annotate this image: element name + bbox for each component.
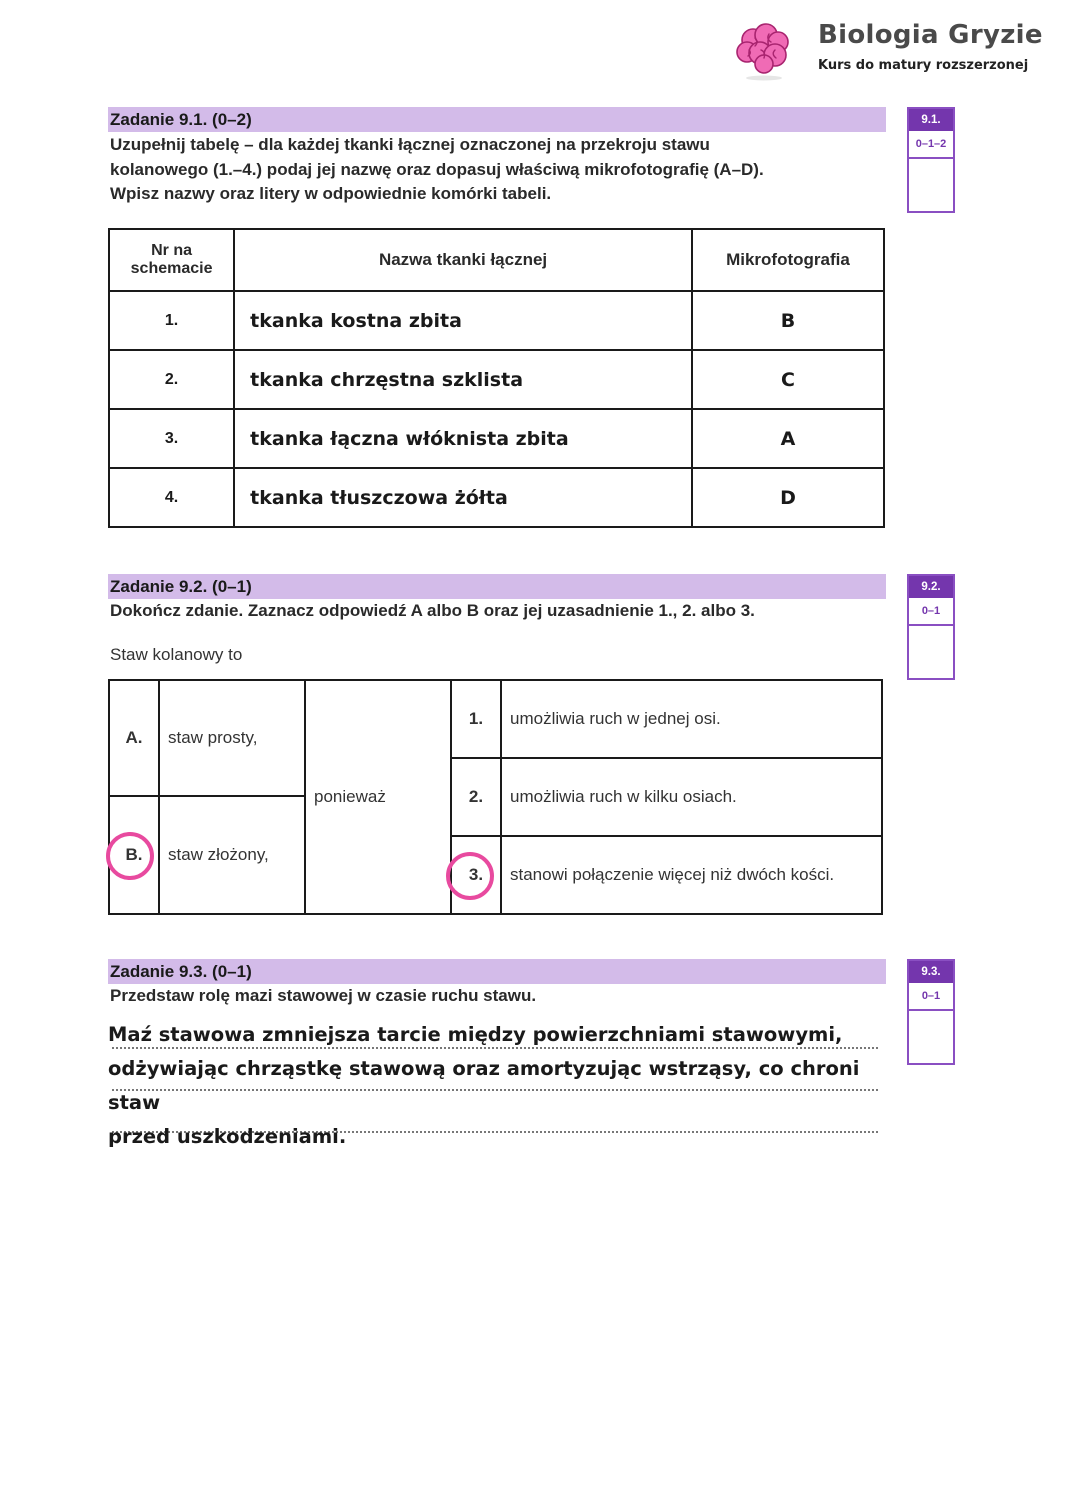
score-box-9-1 [907,107,955,213]
task-9-3-title: Zadanie 9.3. (0–1) [110,962,252,981]
instruction-line: Wpisz nazwy oraz litery w odpowiednie komórki tabeli. [110,184,552,203]
connector-text: ponieważ [305,680,451,914]
score-range: 0–1 [909,598,953,626]
brand-title: Biologia Gryzie [818,20,1043,50]
table-row [109,409,884,468]
selected-reason-circle [446,852,494,900]
score-range: 0–1 [909,983,953,1011]
header-nr-line: schemacie [130,260,213,277]
table-row [109,468,884,527]
score-field[interactable] [909,626,953,678]
reason-1-text[interactable]: umożliwia ruch w jednej osi. [501,680,882,758]
table-header-row [109,229,884,291]
option-b-text[interactable]: staw złożony, [159,796,305,914]
reason-3-text[interactable]: stanowi połączenie więcej niż dwóch kości. [501,836,882,914]
score-label: 9.1. [909,109,953,131]
option-a-text[interactable]: staw prosty, [159,680,305,796]
row-name-answer[interactable]: tkanka kostna zbita [234,291,692,350]
selected-option-circle [106,832,154,880]
option-b-letter[interactable]: B. [109,796,159,914]
row-photo-answer[interactable]: B [692,291,884,350]
score-box-9-3 [907,959,955,1065]
table-row [109,291,884,350]
score-label: 9.3. [909,961,953,983]
option-a-letter[interactable]: A. [109,680,159,796]
task-9-2-header [108,574,886,599]
task-9-2-instruction: Dokończ zdanie. Zaznacz odpowiedź A albo B oraz jej uzasadnienie 1., 2. albo 3. [110,601,755,620]
reason-2-text[interactable]: umożliwia ruch w kilku osiach. [501,758,882,836]
task-9-1-header [108,107,886,132]
score-field[interactable] [909,159,953,211]
task-9-2-title: Zadanie 9.2. (0–1) [110,577,252,596]
reason-1-number[interactable]: 1. [451,680,501,758]
tissue-table [108,228,885,528]
brand-subtitle: Kurs do matury rozszerzonej [818,58,1029,73]
instruction-line: Uzupełnij tabelę – dla każdej tkanki łącznej oznaczonej na przekroju stawu [110,135,710,154]
brain-icon [733,20,795,82]
row-photo-answer[interactable]: D [692,468,884,527]
row-nr: 4. [109,468,234,527]
row-name-answer[interactable]: tkanka tłuszczowa żółta [234,468,692,527]
table-row [109,350,884,409]
header-nr-line: Nr na [151,242,193,259]
score-label: 9.2. [909,576,953,598]
instruction-line: kolanowego (1.–4.) podaj jej nazwę oraz dopasuj właściwą mikrofotografię (A–D). [110,159,764,179]
answer-line-text: przed uszkodzeniami. [108,1125,347,1148]
answer-line-text: Maź stawowa zmniejsza tarcie między powierzchniami stawowymi, [108,1023,843,1046]
row-photo-answer[interactable]: A [692,409,884,468]
task-9-3-instruction: Przedstaw rolę mazi stawowej w czasie ruchu stawu. [110,986,537,1005]
score-range: 0–1–2 [909,131,953,159]
row-nr: 1. [109,291,234,350]
choice-table [108,679,883,915]
header-nr [109,229,234,291]
header-name: Nazwa tkanki łącznej [234,229,692,291]
task-9-1-instruction [110,133,880,207]
row-nr: 2. [109,350,234,409]
answer-text[interactable] [108,1018,888,1154]
task-9-1-title: Zadanie 9.1. (0–2) [110,110,252,129]
row-nr: 3. [109,409,234,468]
row-name-answer[interactable]: tkanka łączna włóknista zbita [234,409,692,468]
answer-line-text: odżywiając chrząstkę stawową oraz amortyzując wstrząsy, co chroni staw [108,1057,860,1114]
score-box-9-2 [907,574,955,680]
task-9-3-header [108,959,886,984]
row-name-answer[interactable]: tkanka chrzęstna szklista [234,350,692,409]
row-photo-answer[interactable]: C [692,350,884,409]
question-stem: Staw kolanowy to [110,645,243,664]
reason-3-number[interactable]: 3. [451,836,501,914]
header-photo: Mikrofotografia [692,229,884,291]
reason-2-number[interactable]: 2. [451,758,501,836]
score-field[interactable] [909,1011,953,1063]
